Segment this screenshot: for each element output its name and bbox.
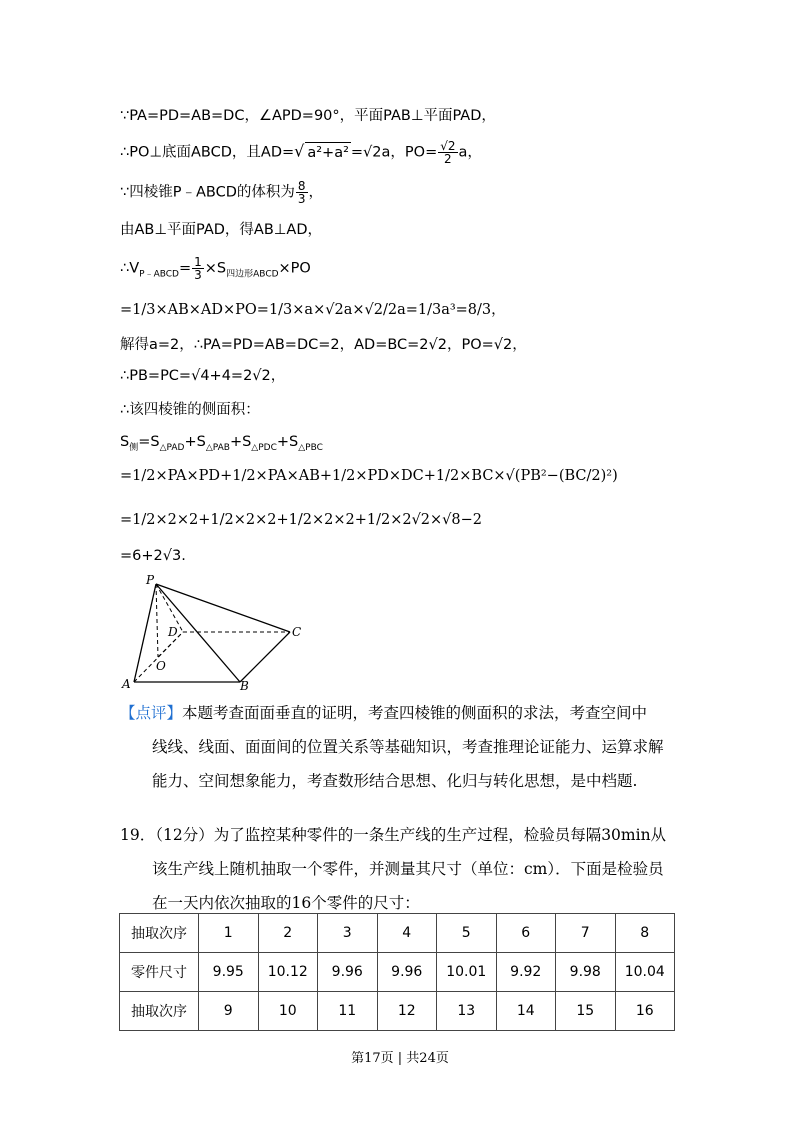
- solution-line-6: =1/3×AB×AD×PO=1/3×a×√2a×√2/2a=1/3a³=8/3，: [120, 302, 506, 318]
- solution-line-10-a: S: [120, 434, 130, 450]
- label-O: O: [156, 659, 166, 673]
- sqrt-expression: a²+a²: [305, 142, 351, 163]
- solution-line-3: [120, 180, 323, 205]
- solution-line-13: =6+2√3.: [120, 548, 186, 564]
- subscript: △PDC: [251, 442, 277, 453]
- table-cell: 10.01: [437, 953, 497, 992]
- page-footer: 第17页 | 共24页: [351, 1051, 449, 1066]
- comment-tag: 【点评】: [120, 704, 183, 722]
- solution-line-4: 由AB⊥平面PAD，得AB⊥AD，: [120, 222, 322, 238]
- subscript: 侧: [129, 442, 139, 453]
- table-cell: 11: [318, 992, 378, 1031]
- label-P: P: [146, 574, 155, 587]
- solution-line-2-c: a，: [458, 144, 482, 161]
- label-D: D: [168, 625, 178, 639]
- table-cell: 4: [377, 914, 437, 953]
- table-cell: 10: [258, 992, 318, 1031]
- subscript: △PAB: [205, 442, 230, 453]
- solution-line-5-c: ×S: [204, 260, 227, 277]
- table-cell: 7: [556, 914, 616, 953]
- subscript: 四边形ABCD: [226, 269, 279, 280]
- comment-text-1: 本题考查面面垂直的证明，考查四棱锥的侧面积的求法，考查空间中: [182, 704, 648, 722]
- table-cell: 9.95: [199, 953, 259, 992]
- fraction: $\frac{1}{3}$: [194, 255, 202, 282]
- subscript: P﹣ABCD: [139, 269, 179, 280]
- solution-line-10: $S_侧=S_{\triangle PAD}+S_{\triangle PAB}+S_{\triangle PDC}+S_{\triangle PBC}$: [120, 434, 323, 453]
- label-C: C: [292, 625, 302, 639]
- table-cell: 9.96: [377, 953, 437, 992]
- segment-PO: [156, 584, 158, 657]
- label-A: A: [122, 677, 131, 691]
- comment-text-3: 能力、空间想象能力，考查数形结合思想、化归与转化思想，是中档题.: [152, 772, 638, 790]
- comment-text-2: 线线、线面、面面间的位置关系等基础知识，考查推理论证能力、运算求解: [152, 738, 664, 756]
- question-line-2: 该生产线上随机抽取一个零件，并测量其尺寸（单位：cm）．下面是检验员: [152, 860, 664, 878]
- comment-block: [120, 696, 690, 798]
- pyramid-figure: [118, 574, 318, 692]
- table-cell: 6: [496, 914, 556, 953]
- question-line-3: 在一天内依次抽取的16个零件的尺寸：: [152, 894, 420, 912]
- solution-line-10-b: =S: [138, 434, 160, 450]
- table-cell: 3: [318, 914, 378, 953]
- fraction: $\frac{√2}{2}$: [440, 139, 456, 166]
- table-row: [120, 914, 675, 953]
- table-cell: 16: [615, 992, 675, 1031]
- table-cell: 9.98: [556, 953, 616, 992]
- question-19: [120, 818, 700, 920]
- table-cell: 9.96: [318, 953, 378, 992]
- row-header: 零件尺寸: [120, 953, 199, 992]
- table-cell: 10.04: [615, 953, 675, 992]
- solution-line-3-a: ∵四棱锥P﹣ABCD的体积为: [120, 184, 295, 201]
- table-row: [120, 953, 675, 992]
- fraction: $\frac{8}{3}$: [297, 179, 306, 206]
- question-line-1: 19．（12分）为了监控某种零件的一条生产线的生产过程，检验员每隔30min从: [120, 826, 667, 844]
- label-B: B: [240, 679, 249, 692]
- solution-line-2-a: ∴PO⊥底面ABCD，且AD=: [120, 144, 295, 161]
- solution-line-5-d: ×PO: [278, 260, 311, 277]
- subscript: △PBC: [298, 442, 323, 453]
- table-cell: 12: [377, 992, 437, 1031]
- solution-line-5-a: ∴V: [120, 260, 140, 277]
- solution-line-1: ∵PA=PD=AB=DC，∠APD=90°，平面PAB⊥平面PAD，: [120, 108, 496, 124]
- table-row: [120, 992, 675, 1031]
- measurement-table: [119, 913, 675, 1031]
- solution-line-2-b: =√2a，PO=: [350, 144, 438, 161]
- table-cell: 2: [258, 914, 318, 953]
- table-cell: 14: [496, 992, 556, 1031]
- table-cell: 8: [615, 914, 675, 953]
- row-header: 抽取次序: [120, 914, 199, 953]
- solution-line-11: =1/2×PA×PD+1/2×PA×AB+1/2×PD×DC+1/2×BC×√(PB²−(BC/2)²): [120, 468, 618, 484]
- row-header: 抽取次序: [120, 992, 199, 1031]
- subscript: △PAD: [159, 442, 185, 453]
- solution-line-5: [120, 256, 311, 284]
- edge-BC: [240, 632, 290, 682]
- solution-line-3-b: ，: [308, 184, 324, 201]
- edge-PA: [134, 584, 156, 682]
- solution-line-12: =1/2×2×2+1/2×2×2+1/2×2×2+1/2×2√2×√8−2: [120, 512, 483, 528]
- table-cell: 5: [437, 914, 497, 953]
- table-cell: 13: [437, 992, 497, 1031]
- table-cell: 9.92: [496, 953, 556, 992]
- solution-line-7: 解得a=2，∴PA=PD=AB=DC=2，AD=BC=2√2，PO=√2，: [120, 337, 527, 353]
- solution-line-8: ∴PB=PC=√4+4=2√2，: [120, 368, 286, 384]
- table-cell: 9: [199, 992, 259, 1031]
- table-cell: 15: [556, 992, 616, 1031]
- solution-line-9: ∴该四棱锥的侧面积：: [120, 402, 260, 418]
- table-cell: 10.12: [258, 953, 318, 992]
- solution-line-2: ∴PO⊥底面ABCD，且AD=√ a²+a² =√2a，PO= $\frac{√2}{2}$ a，: [120, 139, 482, 166]
- solution-line-5-b: =: [178, 260, 192, 277]
- table-cell: 1: [199, 914, 259, 953]
